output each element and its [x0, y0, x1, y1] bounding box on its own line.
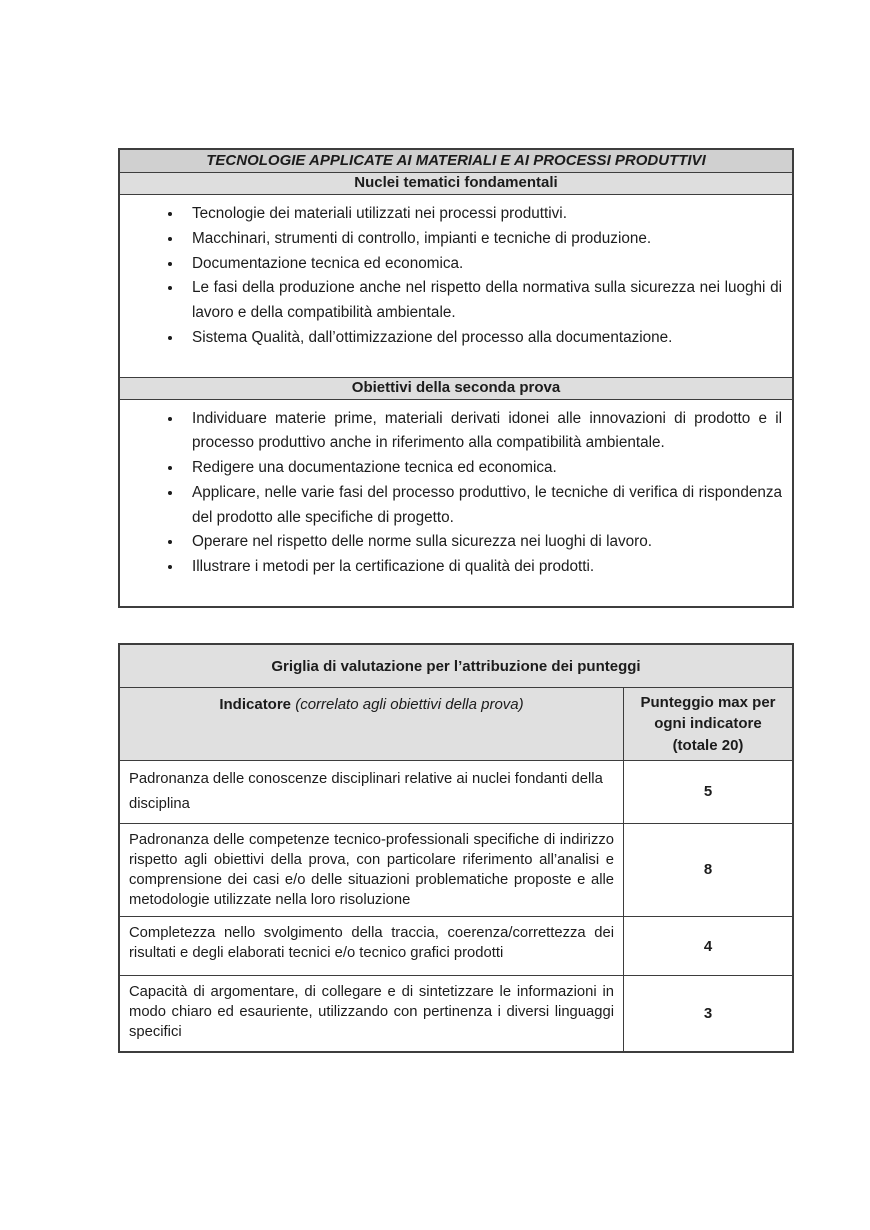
score-cell: 8: [703, 861, 713, 879]
table-row: [120, 761, 792, 824]
score-cell: 4: [703, 937, 713, 955]
list-item: • Illustrare i metodi per la certificazione di qualità dei prodotti.: [183, 555, 784, 580]
score-cell: 3: [703, 1005, 713, 1023]
obiettivi-body-cell: [120, 400, 792, 606]
indicator-cell: Padronanza delle conoscenze disciplinari relative ai nuclei fondanti della disciplina: [120, 761, 624, 823]
section-header-obiettivi: Obiettivi della seconda prova: [120, 377, 792, 400]
indicator-header-italic: (correlato agli obiettivi della prova): [291, 696, 524, 713]
indicator-cell: Padronanza delle competenze tecnico-professionali specifiche di indirizzo rispetto agli obiettivi della prova, con particolare riferimento all’analisi e comprensione dei casi e/o delle situazioni problematiche proposte e alle metodologie utilizzate nella loro risoluzione: [120, 824, 624, 916]
score-cell: 5: [703, 783, 713, 801]
score-header-line: ogni indicatore: [654, 715, 762, 733]
table-row: [120, 976, 792, 1051]
list-item: • Tecnologie dei materiali utilizzati nei processi produttivi.: [183, 202, 784, 227]
nuclei-body-cell: [120, 195, 792, 377]
subject-topics-table: [118, 148, 794, 608]
list-item: • Individuare materie prime, materiali derivati idonei alle innovazioni di prodotto e il processo produttivo anche in riferimento alla compatibilità ambientale.: [183, 407, 784, 457]
indicator-cell: Completezza nello svolgimento della traccia, coerenza/correttezza dei risultati e degli elaborati tecnici e/o tecnico grafici prodotti: [120, 917, 624, 975]
nuclei-list: [126, 202, 784, 351]
score-header-line: Punteggio max per: [640, 694, 776, 711]
list-item: • Operare nel rispetto delle norme sulla sicurezza nei luoghi di lavoro.: [183, 530, 784, 555]
table-row: [120, 917, 792, 976]
indicator-column-header: [120, 688, 624, 760]
grading-grid-header-row: [120, 688, 792, 761]
score-column-header: [624, 688, 792, 760]
grading-grid-table: [118, 643, 794, 1053]
section-header-nuclei: Nuclei tematici fondamentali: [120, 173, 792, 195]
list-item: • Le fasi della produzione anche nel rispetto della normativa sulla sicurezza nei luoghi di lavoro e della compatibilità ambientale.: [183, 276, 784, 326]
grading-grid-title: Griglia di valutazione per l’attribuzione dei punteggi: [120, 645, 792, 688]
list-item: • Macchinari, strumenti di controllo, impianti e tecniche di produzione.: [183, 227, 784, 252]
list-item: • Redigere una documentazione tecnica ed economica.: [183, 456, 784, 481]
indicator-header-bold: Indicatore: [219, 696, 292, 713]
indicator-cell: Capacità di argomentare, di collegare e di sintetizzare le informazioni in modo chiaro ed esauriente, utilizzando con pertinenza i diversi linguaggi specifici: [120, 976, 624, 1051]
list-item: • Applicare, nelle varie fasi del processo produttivo, le tecniche di verifica di rispondenza del prodotto alle specifiche di progetto.: [183, 481, 784, 531]
list-item: • Sistema Qualità, dall’ottimizzazione del processo alla documentazione.: [183, 326, 784, 351]
table-row: [120, 824, 792, 917]
score-header-line: (totale 20): [672, 736, 744, 754]
list-item: • Documentazione tecnica ed economica.: [183, 252, 784, 277]
obiettivi-list: [126, 407, 784, 580]
subject-title: TECNOLOGIE APPLICATE AI MATERIALI E AI PROCESSI PRODUTTIVI: [120, 150, 792, 173]
